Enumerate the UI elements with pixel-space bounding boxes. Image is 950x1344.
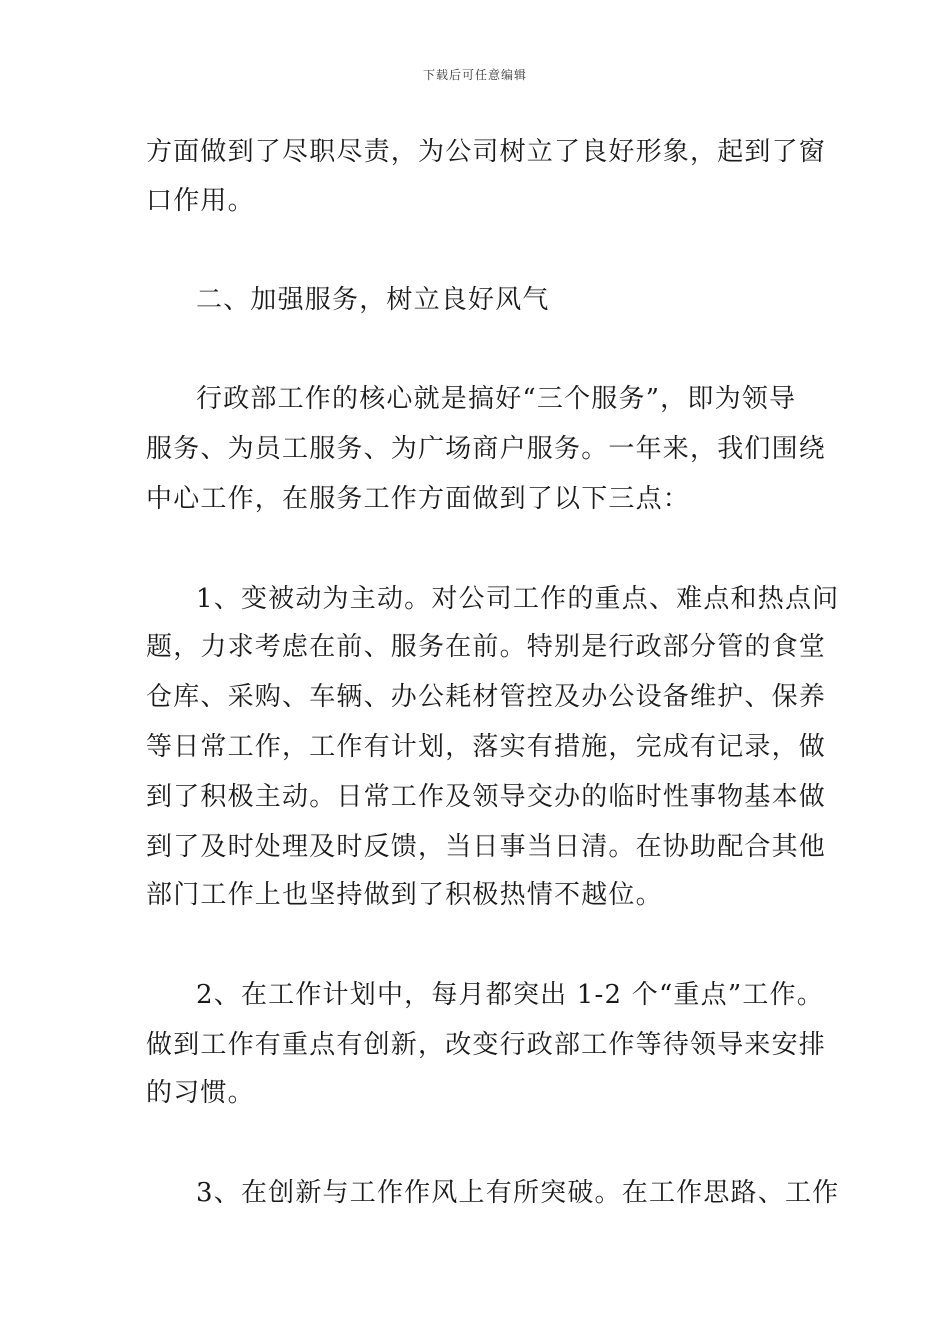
text-line: 行政部工作的核心就是搞好“三个服务”，即为领导 — [196, 384, 797, 414]
text-line: 1、变被动为主动。对公司工作的重点、难点和热点问 — [196, 584, 840, 614]
text-line: 的习惯。 — [146, 1078, 255, 1108]
text-line: 到了及时处理及时反馈，当日事当日清。在协助配合其他 — [146, 832, 827, 862]
text-line: 方面做到了尽职尽责，为公司树立了良好形象，起到了窗 — [146, 137, 827, 167]
text-line: 3、在创新与工作作风上有所突破。在工作思路、工作 — [196, 1178, 840, 1208]
text-line: 部门工作上也坚持做到了积极热情不越位。 — [146, 880, 663, 910]
header-note: 下载后可任意编辑 — [422, 68, 527, 82]
section-heading: 二、加强服务，树立良好风气 — [196, 285, 550, 315]
text-line: 服务、为员工服务、为广场商户服务。一年来，我们围绕 — [146, 434, 827, 464]
text-line: 中心工作，在服务工作方面做到了以下三点： — [146, 484, 691, 514]
text-line: 口作用。 — [146, 186, 255, 216]
text-line: 到了积极主动。日常工作及领导交办的临时性事物基本做 — [146, 782, 827, 812]
text-line: 仓库、采购、车辆、办公耗材管控及办公设备维护、保养 — [146, 682, 827, 712]
text-line: 等日常工作，工作有计划，落实有措施，完成有记录，做 — [146, 732, 827, 762]
text-line: 做到工作有重点有创新，改变行政部工作等待领导来安排 — [146, 1030, 827, 1060]
text-line: 2、在工作计划中，每月都突出 1-2 个“重点”工作。 — [196, 980, 824, 1010]
text-line: 题，力求考虑在前、服务在前。特别是行政部分管的食堂 — [146, 632, 827, 662]
